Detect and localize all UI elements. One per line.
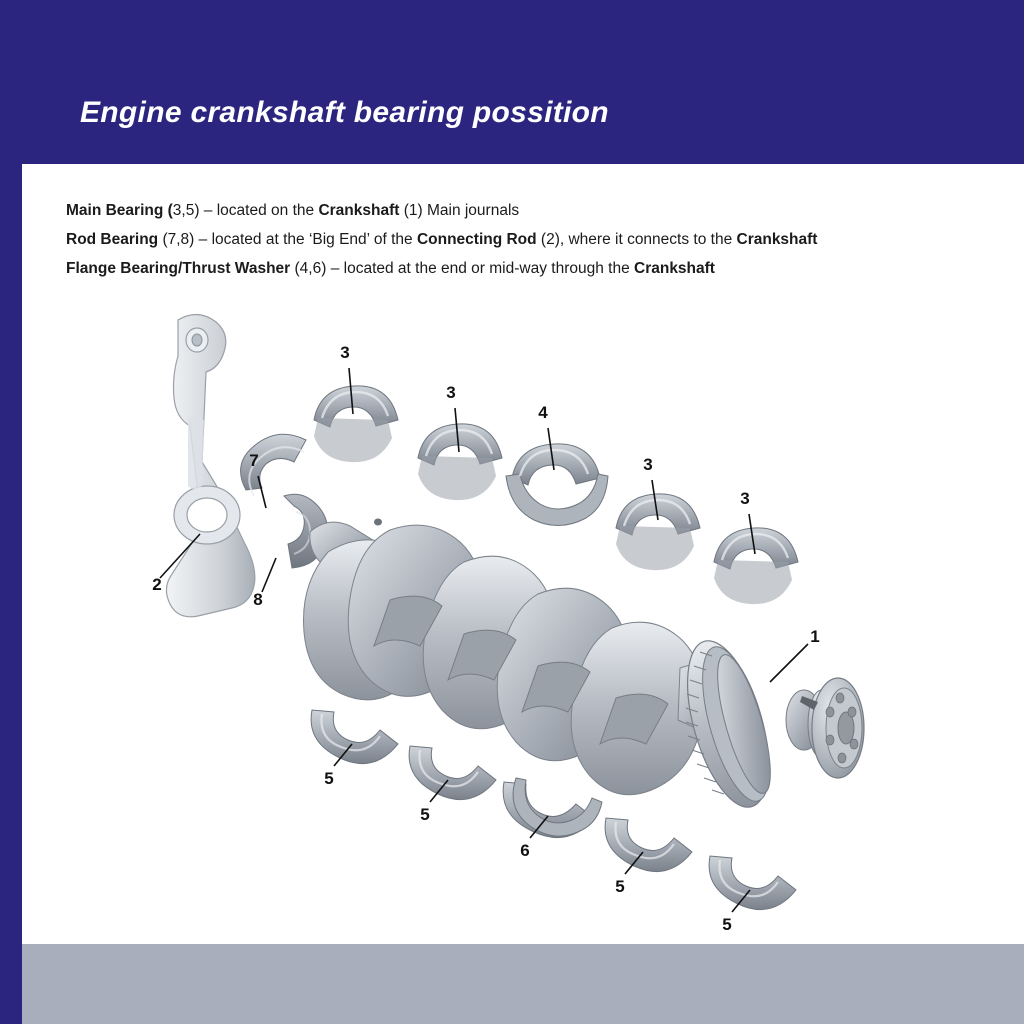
callout-5b: 5 <box>420 805 430 824</box>
part-main-bearing-upper-1 <box>314 386 398 462</box>
footer-band <box>22 944 1024 1024</box>
part-main-bearing-upper-4 <box>714 528 798 604</box>
callout-3b: 3 <box>446 383 456 402</box>
callout-8: 8 <box>253 590 263 609</box>
callout-5a: 5 <box>324 769 334 788</box>
callout-2: 2 <box>152 575 162 594</box>
part-main-bearing-upper-2 <box>418 424 502 500</box>
caption-main-bearing: Main Bearing (3,5) – located on the Crankshaft (1) Main journals <box>66 202 520 219</box>
caption-rod-bearing: Rod Bearing (7,8) – located at the ‘Big End’ of the Connecting Rod (2), where it connects to the Crankshaft <box>66 231 818 248</box>
callout-1: 1 <box>810 627 820 646</box>
part-main-bearing-lower-2 <box>409 746 496 800</box>
callout-5d: 5 <box>722 915 732 934</box>
part-main-bearing-lower-1 <box>311 710 398 764</box>
part-flange-bearing-lower <box>503 778 602 838</box>
part-flange-bearing-upper <box>506 444 608 526</box>
part-main-bearing-upper-3 <box>616 494 700 570</box>
part-main-bearing-lower-4 <box>709 856 796 910</box>
page-title: Engine crankshaft bearing possition <box>80 96 609 129</box>
left-accent-stripe <box>0 0 22 1024</box>
callout-3c: 3 <box>643 455 653 474</box>
callout-5c: 5 <box>615 877 625 896</box>
part-main-bearing-lower-3 <box>605 818 692 872</box>
caption-block <box>66 196 996 283</box>
part-rear-flange <box>786 678 864 778</box>
callout-6: 6 <box>520 841 530 860</box>
callout-7: 7 <box>249 451 259 470</box>
callout-4: 4 <box>538 403 548 422</box>
callout-3a: 3 <box>340 343 350 362</box>
caption-flange-bearing: Flange Bearing/Thrust Washer (4,6) – located at the end or mid-way through the Crankshaft <box>66 260 715 277</box>
callout-3d: 3 <box>740 489 750 508</box>
crankshaft-diagram <box>60 300 1000 940</box>
header-band <box>22 0 1024 164</box>
